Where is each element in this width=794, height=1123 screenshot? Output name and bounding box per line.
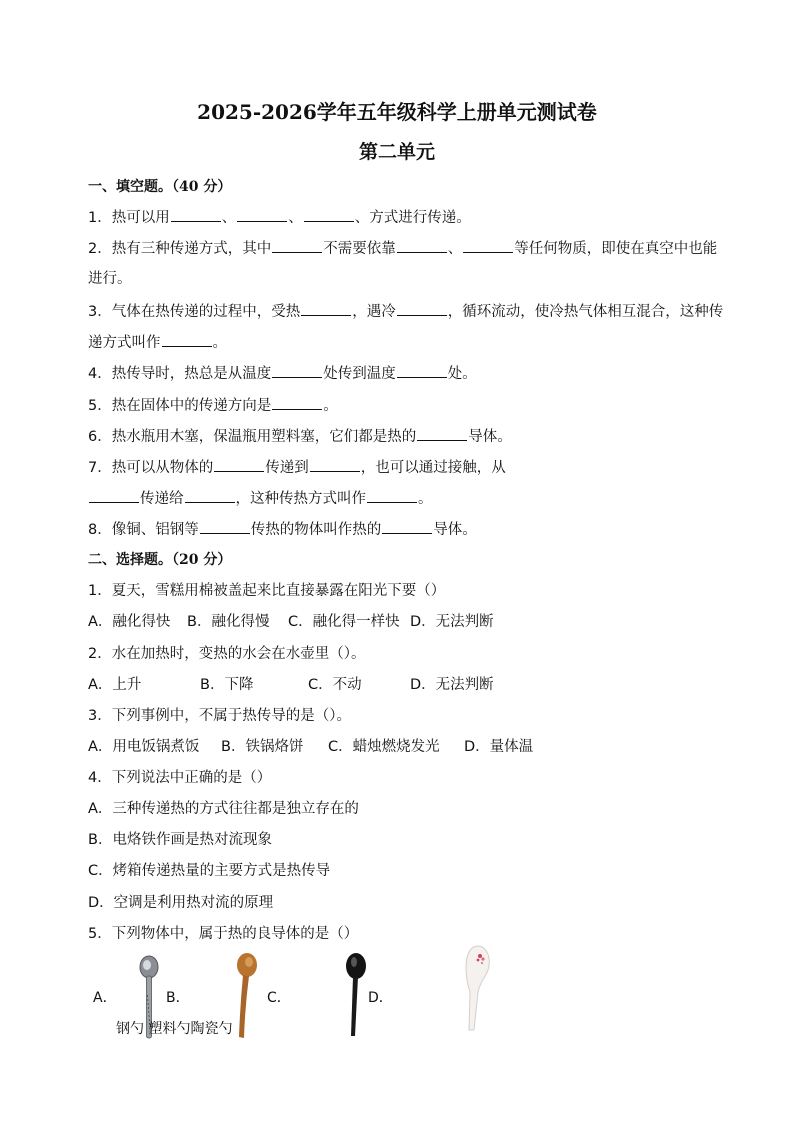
answer-blank[interactable] (397, 363, 447, 378)
option-a[interactable]: A．三种传递热的方式往往都是独立存在的 (88, 801, 359, 817)
option-b[interactable]: B．铁锅烙饼 (221, 739, 304, 755)
fill-q8: 8．像铜、铝钢等 传热的物体叫作热的 导体。 (88, 519, 477, 540)
wooden-spoon-icon (230, 952, 260, 1040)
choice-q1-stem: 1．夏天，雪糕用棉被盖起来比直接暴露在阳光下要（） (88, 583, 446, 599)
option-c[interactable]: C．融化得一样快 (288, 614, 400, 630)
fill-q4: 4．热传导时，热总是从温度 处传到温度 处。 (88, 363, 477, 384)
option-b[interactable]: B．下降 (200, 677, 254, 693)
spoon-caption: 钢勺 塑料勺陶瓷勺 (116, 1021, 233, 1037)
option-c[interactable]: C． (267, 990, 291, 1006)
answer-blank[interactable] (301, 301, 351, 316)
option-d[interactable]: D． (368, 990, 393, 1006)
option-a[interactable]: A．用电饭锅煮饭 (88, 739, 200, 755)
option-d[interactable]: D．空调是利用热对流的原理 (88, 895, 274, 911)
option-c[interactable]: C．不动 (308, 677, 362, 693)
choice-q2-options (88, 675, 494, 695)
option-b[interactable]: B．融化得慢 (187, 614, 270, 630)
option-d[interactable]: D．无法判断 (410, 677, 494, 693)
fill-q1: 1．热可以用 、 、 、方式进行传递。 (88, 207, 471, 228)
fill-q2-cont: 进行。 (88, 271, 132, 287)
answer-blank[interactable] (272, 238, 322, 253)
fill-q6: 6．热水瓶用木塞，保温瓶用塑料塞，它们都是热的 导体。 (88, 426, 512, 447)
page-subtitle: 第二单元 (358, 141, 435, 163)
answer-blank[interactable] (304, 207, 354, 222)
choice-q5-stem: 5．下列物体中，属于热的良导体的是（） (88, 926, 359, 942)
fill-q3-cont: 递方式叫作 。 (88, 332, 227, 353)
answer-blank[interactable] (162, 332, 212, 347)
answer-blank[interactable] (89, 488, 139, 503)
fill-q2: 2．热有三种传递方式，其中 不需要依靠 、 等任何物质，即使在真空中也能 (88, 238, 717, 259)
choice-q2-stem: 2．水在加热时，变热的水会在水壶里（）。 (88, 646, 366, 662)
option-d[interactable]: D．无法判断 (410, 614, 494, 630)
answer-blank[interactable] (463, 238, 513, 253)
option-c[interactable]: C．烤箱传递热量的主要方式是热传导 (88, 863, 331, 879)
choice-q3-stem: 3．下列事例中，不属于热传导的是（）。 (88, 708, 351, 724)
fill-q5: 5．热在固体中的传递方向是 。 (88, 395, 338, 416)
answer-blank[interactable] (310, 457, 360, 472)
option-d[interactable]: D．量体温 (464, 739, 534, 755)
option-a[interactable]: A．融化得快 (88, 614, 171, 630)
choice-q1-options (88, 612, 494, 632)
answer-blank[interactable] (185, 488, 235, 503)
answer-blank[interactable] (382, 519, 432, 534)
answer-blank[interactable] (214, 457, 264, 472)
section2-heading: 二、选择题。（20 分） (88, 552, 232, 568)
answer-blank[interactable] (397, 301, 447, 316)
answer-blank[interactable] (200, 519, 250, 534)
answer-blank[interactable] (272, 363, 322, 378)
answer-blank[interactable] (397, 238, 447, 253)
answer-blank[interactable] (237, 207, 287, 222)
plastic-spoon-icon (341, 952, 371, 1038)
section1-heading: 一、填空题。（40 分） (88, 179, 232, 195)
answer-blank[interactable] (417, 426, 467, 441)
fill-q3: 3．气体在热传递的过程中，受热 ，遇冷 ，循环流动，使冷热气体相互混合，这种传 (88, 301, 723, 322)
fill-q7: 7．热可以从物体的 传递到 ，也可以通过接触，从 (88, 457, 506, 478)
option-b[interactable]: B．电烙铁作画是热对流现象 (88, 832, 272, 848)
ceramic-spoon-icon (458, 944, 498, 1034)
option-a[interactable]: A． (93, 990, 117, 1006)
choice-q3-options (88, 737, 533, 757)
choice-q4-stem: 4．下列说法中正确的是（） (88, 770, 272, 786)
option-a[interactable]: A．上升 (88, 677, 142, 693)
fill-q7-cont: 传递给 ，这种传热方式叫作 。 (88, 488, 433, 509)
option-b[interactable]: B． (166, 990, 190, 1006)
answer-blank[interactable] (272, 395, 322, 410)
answer-blank[interactable] (367, 488, 417, 503)
option-c[interactable]: C．蜡烛燃烧发光 (328, 739, 440, 755)
answer-blank[interactable] (171, 207, 221, 222)
page-title: 2025-2026学年五年级科学上册单元测试卷 (197, 100, 597, 124)
